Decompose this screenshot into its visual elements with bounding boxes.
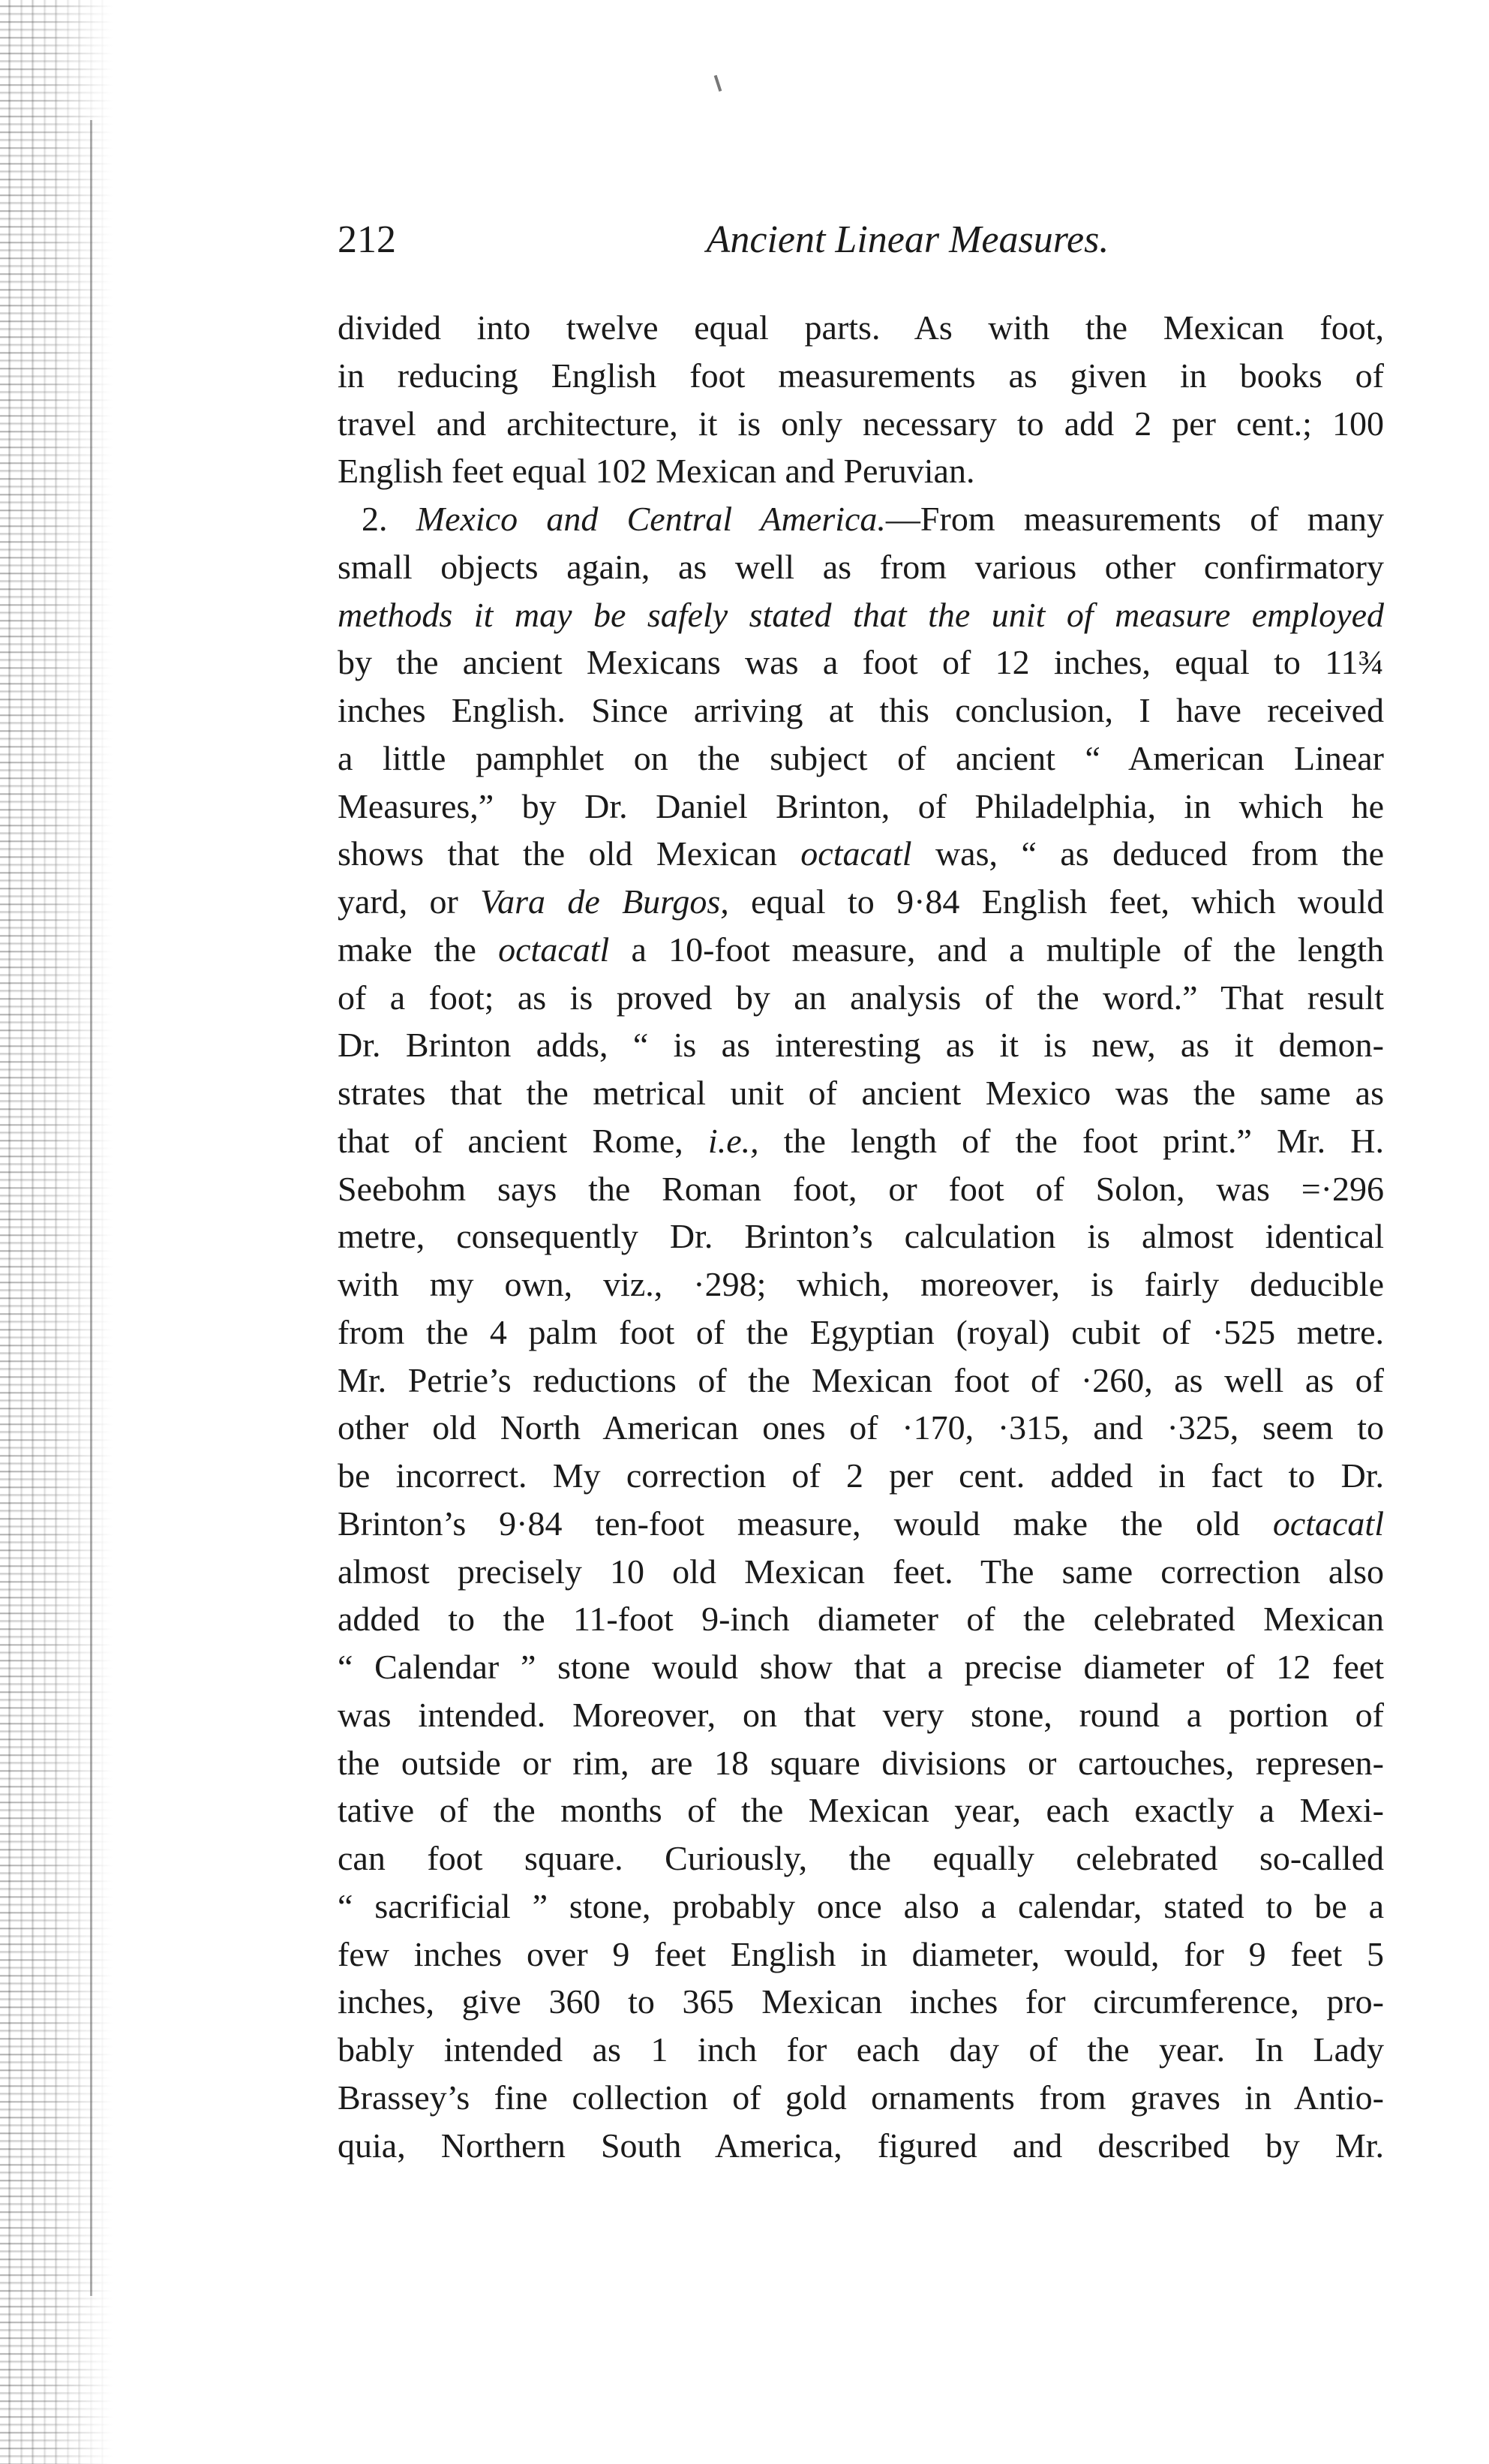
text-line — [338, 543, 1384, 591]
text-run: yard, or — [338, 882, 481, 921]
text-run: tative of the months of the Mexican year, each exactly a Mexi- — [338, 1791, 1384, 1830]
text-line — [338, 974, 1384, 1022]
text-line — [338, 1452, 1384, 1500]
text-line — [338, 1595, 1384, 1643]
text-run: be incorrect. My correction of 2 per cent. added in fact to Dr. — [338, 1456, 1384, 1495]
text-run: can foot square. Curiously, the equally celebrated so-called — [338, 1839, 1384, 1877]
text-run: was, “ as deduced from the — [911, 834, 1384, 873]
italic-text-run: Mexico and Central America. — [416, 500, 886, 538]
running-head-title: Ancient Linear Measures. — [706, 218, 1109, 261]
text-run: English feet equal 102 Mexican and Peruvian. — [338, 452, 975, 491]
page-number: 212 — [338, 218, 396, 261]
text-run: shows that the old Mexican — [338, 834, 801, 873]
italic-text-run: Vara de Burgos, — [480, 882, 729, 921]
text-run: travel and architecture, it is only necessary to add 2 per cent.; 100 — [338, 404, 1384, 443]
italic-text-run: methods it may be safely stated that the unit of measure employed — [338, 595, 1384, 634]
text-line — [338, 878, 1384, 926]
text-run: “ sacrificial ” stone, probably once also a calendar, stated to be a — [338, 1886, 1384, 1925]
text-line — [338, 1357, 1384, 1405]
text-line — [338, 687, 1384, 735]
text-run: quia, Northern South America, figured and described by Mr. — [338, 2126, 1384, 2165]
text-line — [338, 735, 1384, 783]
text-run: small objects again, as well as from various other confirmatory — [338, 547, 1384, 586]
binding-edge-scan-artifact — [0, 0, 113, 2464]
text-line — [338, 1165, 1384, 1213]
text-line — [338, 1978, 1384, 2026]
text-line — [338, 1643, 1384, 1691]
text-run: divided into twelve equal parts. As with the Mexican foot, — [338, 308, 1384, 347]
text-run: was intended. Moreover, on that very stone, round a portion of — [338, 1695, 1384, 1734]
text-line — [338, 495, 1384, 543]
text-line — [338, 2074, 1384, 2122]
text-run: Dr. Brinton adds, “ is as interesting as it is new, as it demon- — [338, 1026, 1384, 1065]
text-run: the length of the foot print.” Mr. H. — [758, 1121, 1384, 1160]
text-run: 2. — [362, 500, 416, 538]
text-line — [338, 783, 1384, 831]
text-line — [338, 1404, 1384, 1452]
text-run: from the 4 palm foot of the Egyptian (royal) cubit of ·525 metre. — [338, 1312, 1384, 1351]
scan-speck — [714, 75, 722, 92]
text-run: equal to 9·84 English feet, which would — [728, 882, 1385, 921]
text-line — [338, 1021, 1384, 1069]
text-run: the outside or rim, are 18 square divisions or cartouches, represen- — [338, 1743, 1384, 1782]
text-line — [338, 1212, 1384, 1261]
text-run: —From measurements of many — [885, 500, 1384, 538]
text-line — [338, 1786, 1384, 1834]
text-run: bably intended as 1 inch for each day of the year. In Lady — [338, 2030, 1384, 2069]
text-run: by the ancient Mexicans was a foot of 12 inches, equal to 11¾ — [338, 643, 1384, 682]
text-line — [338, 2122, 1384, 2170]
text-run: “ Calendar ” stone would show that a precise diameter of 12 feet — [338, 1648, 1384, 1686]
text-line — [338, 830, 1384, 878]
text-line — [338, 926, 1384, 974]
text-line — [338, 1309, 1384, 1357]
text-run: that of ancient Rome, — [338, 1121, 708, 1160]
text-run: inches English. Since arriving at this conclusion, I have received — [338, 691, 1384, 729]
text-line — [338, 1117, 1384, 1165]
text-run: a 10-foot measure, and a multiple of the length — [609, 930, 1385, 969]
text-line — [338, 2026, 1384, 2074]
text-run: Seebohm says the Roman foot, or foot of Solon, was =·296 — [338, 1169, 1384, 1208]
text-run: of a foot; as is proved by an analysis of the word.” That result — [338, 978, 1384, 1017]
text-line — [338, 639, 1384, 687]
text-line — [338, 1739, 1384, 1787]
binding-edge-line — [90, 120, 92, 2296]
text-line — [338, 1500, 1384, 1548]
italic-text-run: octacatl — [498, 930, 610, 969]
italic-text-run: octacatl — [800, 834, 912, 873]
italic-text-run: i.e., — [707, 1121, 759, 1160]
text-line — [338, 1883, 1384, 1931]
text-run: strates that the metrical unit of ancient Mexico was the same as — [338, 1074, 1384, 1112]
italic-text-run: octacatl — [1272, 1504, 1384, 1543]
text-line — [338, 1691, 1384, 1739]
text-run: metre, consequently Dr. Brinton’s calculation is almost identical — [338, 1217, 1384, 1256]
text-run: with my own, viz., ·298; which, moreover, is fairly deducible — [338, 1265, 1384, 1303]
text-line — [338, 591, 1384, 639]
text-run: added to the 11-foot 9-inch diameter of the celebrated Mexican — [338, 1600, 1384, 1639]
text-line — [338, 352, 1384, 400]
text-run: almost precisely 10 old Mexican feet. The same correction also — [338, 1552, 1384, 1591]
text-line — [338, 304, 1384, 352]
text-line — [338, 1548, 1384, 1596]
text-line — [338, 400, 1384, 448]
text-run: few inches over 9 feet English in diameter, would, for 9 feet 5 — [338, 1934, 1384, 1973]
text-run: Brinton’s 9·84 ten-foot measure, would make the old — [338, 1504, 1273, 1543]
text-run: other old North American ones of ·170, ·315, and ·325, seem to — [338, 1408, 1384, 1447]
body-text — [338, 304, 1384, 2169]
text-run: make the — [338, 930, 499, 969]
text-run: a little pamphlet on the subject of ancient “ American Linear — [338, 738, 1384, 777]
text-line — [338, 447, 1384, 495]
text-run: Measures,” by Dr. Daniel Brinton, of Philadelphia, in which he — [338, 786, 1384, 825]
text-run: Brassey’s fine collection of gold ornaments from graves in Antio- — [338, 2078, 1384, 2117]
text-line — [338, 1261, 1384, 1309]
text-line — [338, 1069, 1384, 1117]
text-run: in reducing English foot measurements as given in books of — [338, 356, 1384, 395]
text-line — [338, 1834, 1384, 1883]
text-run: inches, give 360 to 365 Mexican inches for circumference, pro- — [338, 1982, 1384, 2021]
page-header — [338, 214, 1388, 266]
text-line — [338, 1931, 1384, 1979]
text-run: Mr. Petrie’s reductions of the Mexican foot of ·260, as well as of — [338, 1360, 1384, 1399]
